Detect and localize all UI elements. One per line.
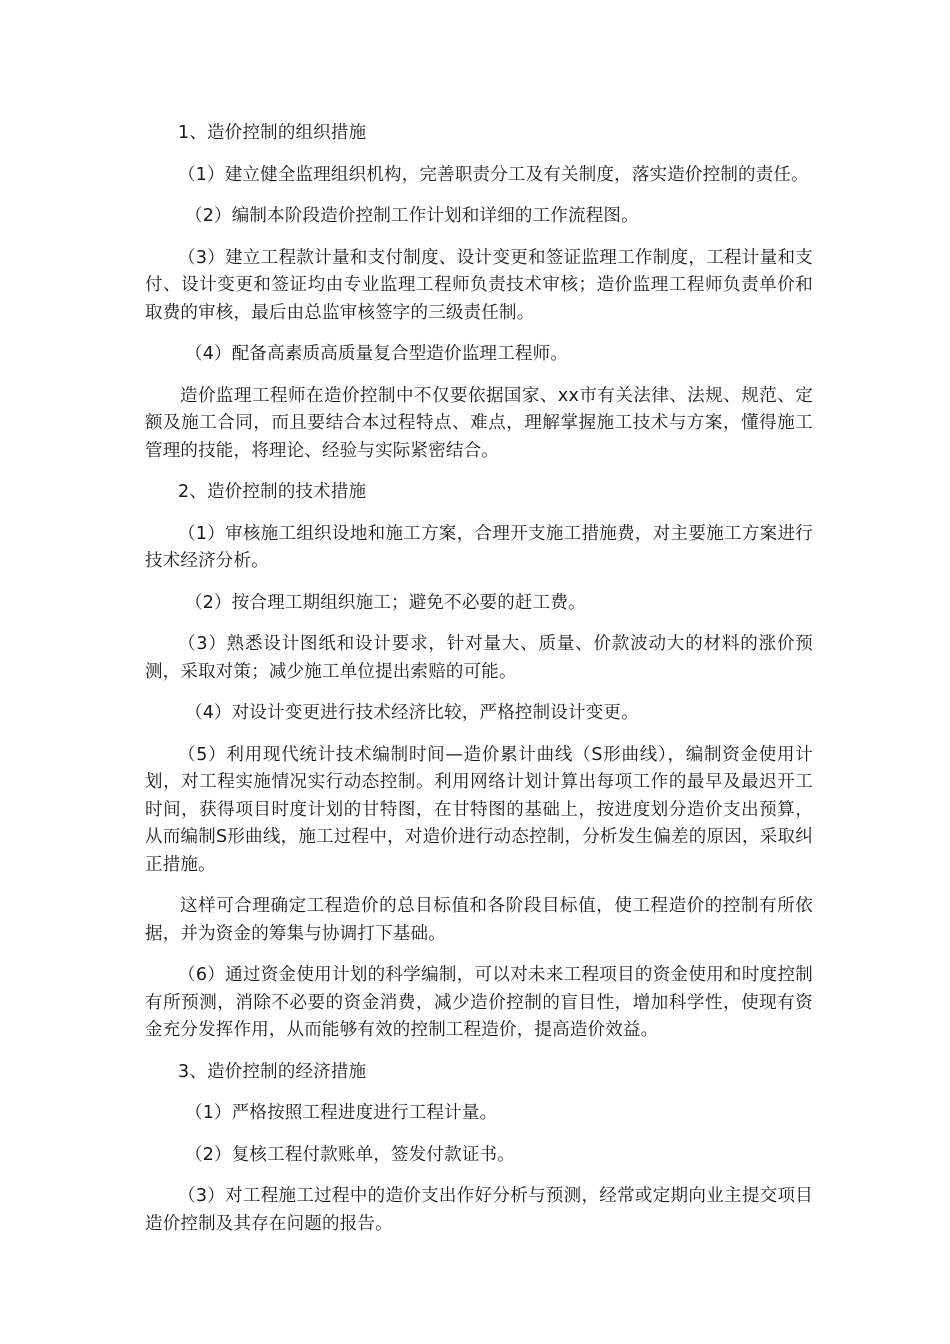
paragraph-org-1: （1）建立健全监理组织机构，完善职责分工及有关制度，落实造价控制的责任。 xyxy=(178,164,809,185)
paragraph-tech-3: （3）熟悉设计图纸和设计要求，针对量大、质量、价款波动大的材料的涨价预测，采取对策；减少施工单位提出索赔的可能。 xyxy=(145,634,813,682)
paragraph-tech-2: （2）按合理工期组织施工；避免不必要的赶工费。 xyxy=(185,592,586,613)
paragraph-tech-note: 这样可合理确定工程造价的总目标值和各阶段目标值，使工程造价的控制有所依据，并为资金的筹集与协调打下基础。 xyxy=(145,896,813,944)
paragraph-tech-1: （1）审核施工组织设地和施工方案，合理开支施工措施费，对主要施工方案进行技术经济分析。 xyxy=(145,523,813,571)
paragraph-org-note: 造价监理工程师在造价控制中不仅要依据国家、xx市有关法律、法规、规范、定额及施工合同，而且要结合本过程特点、难点，理解掌握施工技术与方案，懂得施工管理的技能，将理论、经验与实际紧密结合。 xyxy=(145,385,813,461)
paragraph-org-3: （3）建立工程款计量和支付制度、设计变更和签证监理工作制度，工程计量和支付、设计变更和签证均由专业监理工程师负责技术审核；造价监理工程师负责单价和取费的审核，最后由总监审核签字的三级责任制。 xyxy=(145,247,813,323)
document-body xyxy=(145,120,813,1252)
paragraph-econ-3: （3）对工程施工过程中的造价支出作好分析与预测，经常或定期向业主提交项目造价控制及其存在问题的报告。 xyxy=(145,1186,813,1234)
paragraph-tech-6: （6）通过资金使用计划的科学编制，可以对未来工程项目的资金使用和时度控制有所预测，消除不必要的资金消费，减少造价控制的盲目性，增加科学性，使现有资金充分发挥作用，从而能够有效的控制工程造价，提高造价效益。 xyxy=(145,965,813,1040)
paragraph-econ-1: （1）严格按照工程进度进行工程计量。 xyxy=(185,1103,498,1123)
paragraph-tech-5: （5）利用现代统计技术编制时间—造价累计曲线（S形曲线），编制资金使用计划，对工程实施情况实行动态控制。利用网络计划计算出每项工作的最早及最迟开工时间，获得项目时度计划的甘特图，在甘特图的基础上，按进度划分造价支出预算，从而编制S形曲线，施工过程中，对造价进行动态控制，分析发生偏差的原因，采取纠正措施。 xyxy=(145,744,813,875)
paragraph-org-4: （4）配备高素质高质量复合型造价监理工程师。 xyxy=(185,344,569,364)
section-heading-technical-measures: 2、造价控制的技术措施 xyxy=(178,482,367,502)
paragraph-tech-4: （4）对设计变更进行技术经济比较，严格控制设计变更。 xyxy=(185,703,639,723)
paragraph-org-2: （2）编制本阶段造价控制工作计划和详细的工作流程图。 xyxy=(185,206,639,226)
section-heading-organizational-measures: 1、造价控制的组织措施 xyxy=(178,123,367,143)
section-heading-economic-measures: 3、造价控制的经济措施 xyxy=(178,1061,367,1082)
paragraph-econ-2: （2）复核工程付款账单，签发付款证书。 xyxy=(185,1144,515,1165)
